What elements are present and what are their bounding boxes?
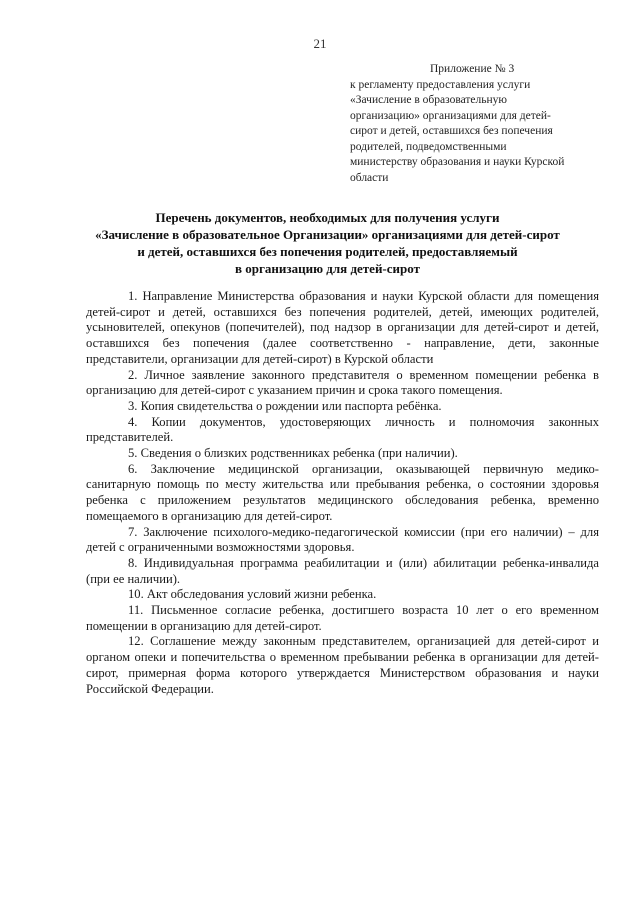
list-item: 6. Заключение медицинской организации, оказывающей первичную медико-санитарную помощь по месту жительства или пребывания ребенка, о состоянии здоровья ребенка с приложением результатов медицинского обследования ребенка, временно помещаемого в организацию для детей-сирот. [86,461,599,523]
appendix-header [350,62,600,186]
appendix-line: к регламенту предоставления услуги [350,78,531,91]
appendix-line: организацию» организациями для детей- [350,109,551,122]
list-item: 8. Индивидуальная программа реабилитации и (или) абилитации ребенка-инвалида (при ее наличии). [86,555,599,586]
list-item: 10. Акт обследования условий жизни ребенка. [128,587,377,602]
document-title-line: в организацию для детей-сирот [235,261,420,276]
list-item: 3. Копия свидетельства о рождении или паспорта ребёнка. [128,398,442,413]
document-title-line: и детей, оставшихся без попечения родителей, предоставляемый [137,244,518,259]
list-item: 11. Письменное согласие ребенка, достигшего возраста 10 лет о его временном помещении в организацию для детей-сирот. [86,603,599,633]
appendix-title: Приложение № 3 [430,63,515,75]
appendix-line: «Зачисление в образовательную [350,94,508,106]
list-item: 1. Направление Министерства образования и науки Курской области для помещения детей-сирот и детей, оставшихся без попечения родителей, детей, имеющих родителей, усыновителей, опекунов (попечителей), под надзор в организации для детей-сирот и детей, оставшихся без попечения (далее соответственно - направление, дети, законные представители, организации для детей-сирот) в Курской области [86,289,599,366]
list-item: 5. Сведения о близких родственниках ребенка (при наличии). [128,446,458,461]
document-title-line: «Зачисление в образовательное Организации» организациями для детей-сирот [95,227,560,242]
list-item: 4. Копии документов, удостоверяющих личность и полномочия законных представителей. [86,414,599,445]
list-item: 7. Заключение психолого-медико-педагогической комиссии (при его наличии) – для детей с ограниченными возможностями здоровья. [86,524,599,555]
appendix-line: министерству образования и науки Курской [350,156,565,168]
list-item: 12. Соглашение между законным представителем, организацией для детей-сирот и органом опеки и попечительства о временном пребывании ребенка в организации для детей-сирот, примерная форма которого утверждается Министерством образования и науки Российской Федерации. [86,634,599,696]
page-number: 21 [313,36,327,51]
appendix-line: родителей, подведомственными [350,140,507,153]
document-list [86,289,599,697]
document-title [70,209,585,277]
document-title-line: Перечень документов, необходимых для получения услуги [155,210,500,225]
list-item: 2. Личное заявление законного представителя о временном помещении ребенка в организацию для детей-сирот с указанием причин и срока такого помещения. [86,367,599,398]
appendix-line: сирот и детей, оставшихся без попечения [350,125,553,137]
appendix-line: области [350,171,389,184]
